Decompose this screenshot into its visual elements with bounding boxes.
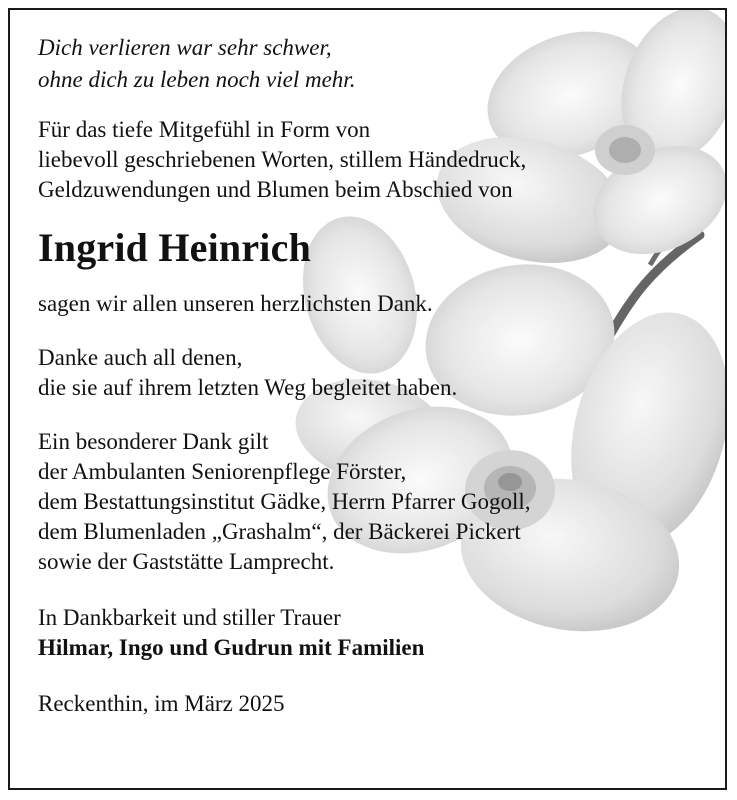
signature-line: In Dankbarkeit und stiller Trauer	[38, 605, 341, 630]
intro-verse	[38, 32, 708, 96]
special-thanks-line-5: sowie der Gaststätte Lamprecht.	[38, 549, 335, 574]
intro-line-1: Dich verlieren war sehr schwer,	[38, 35, 332, 60]
special-thanks	[38, 427, 708, 577]
obituary-frame	[8, 8, 727, 790]
companions-thanks	[38, 343, 708, 403]
thanks-line: sagen wir allen unseren herzlichsten Dank.	[38, 291, 433, 316]
thanks-intro-line-3: Geldzuwendungen und Blumen beim Abschied von	[38, 177, 513, 202]
special-thanks-line-3: dem Bestattungsinstitut Gädke, Herrn Pfarrer Gogoll,	[38, 489, 531, 514]
signature	[38, 603, 708, 663]
companions-line-2: die sie auf ihrem letzten Weg begleitet haben.	[38, 375, 458, 400]
signature-names: Hilmar, Ingo und Gudrun mit Familien	[38, 635, 425, 660]
special-thanks-line-4: dem Blumenladen „Grashalm“, der Bäckerei Pickert	[38, 519, 521, 544]
special-thanks-line-2: der Ambulanten Seniorenpflege Förster,	[38, 459, 407, 484]
special-thanks-line-1: Ein besonderer Dank gilt	[38, 429, 269, 454]
place-date: Reckenthin, im März 2025	[38, 691, 285, 716]
companions-line-1: Danke auch all denen,	[38, 345, 243, 370]
obituary-content	[38, 32, 708, 719]
deceased-name: Ingrid Heinrich	[38, 225, 312, 270]
thanks-intro-line-1: Für das tiefe Mitgefühl in Form von	[38, 117, 371, 142]
intro-line-2: ohne dich zu leben noch viel mehr.	[38, 67, 356, 92]
thanks-intro-line-2: liebevoll geschriebenen Worten, stillem Händedruck,	[38, 147, 527, 172]
thanks-intro	[38, 115, 708, 205]
